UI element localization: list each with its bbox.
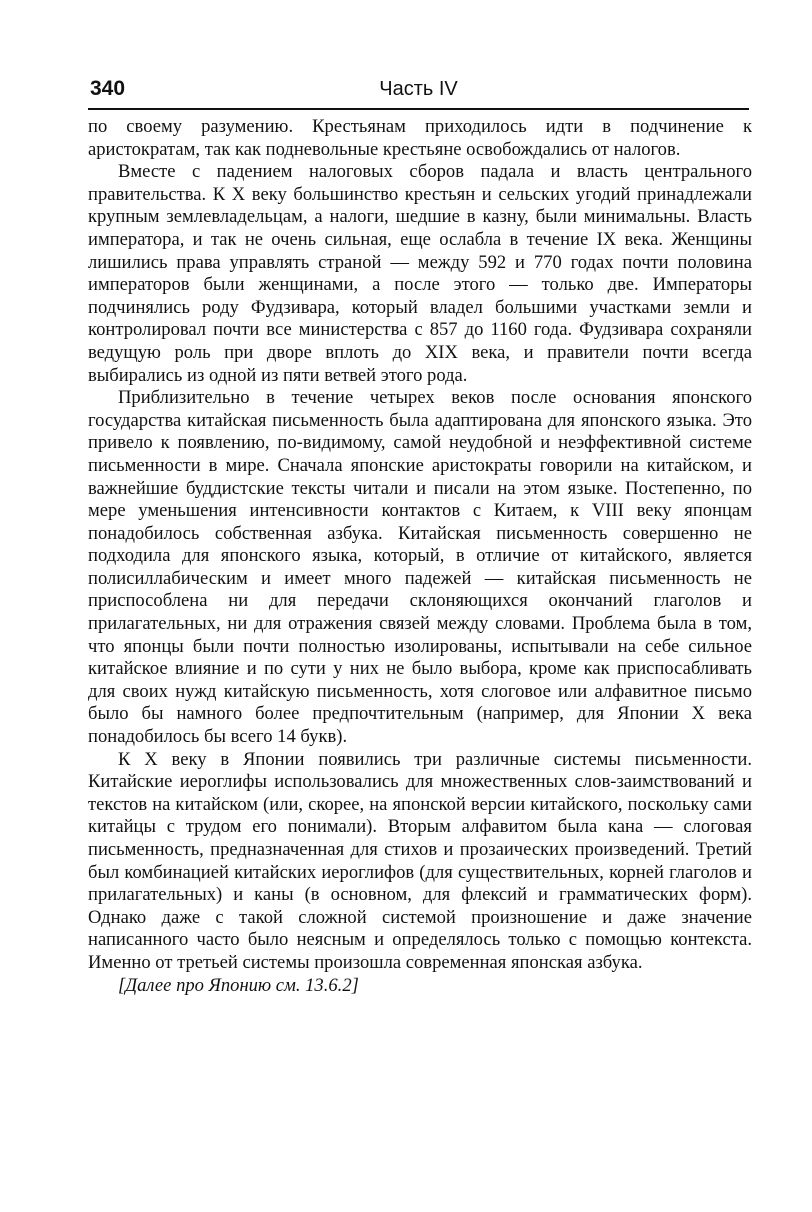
paragraph: Вместе с падением налоговых сборов падала и власть центрального правительства. К X веку большинство крестьян и сельских угодий принадлежали крупным землевладельцам, а налоги, шедшие в казну, были минимальны. Власть императора, и так не очень сильная, еще ослабла в течение IX века. Женщины лишились права управлять страной — между 592 и 770 годах почти половина императоров были женщинами, а после этого — только две. Императоры подчинялись роду Фудзивара, который владел большими участками земли и контролировал почти все министерства с 857 до 1160 года. Фудзивара сохраняли ведущую роль при дворе вплоть до XIX века, и правители почти всегда выбирались из одной из пяти ветвей этого рода.: [88, 161, 752, 386]
paragraph: Приблизительно в течение четырех веков после основания японского государства китайская письменность была адаптирована для японского языка. Это привело к появлению, по-видимому, самой неудобной и неэффективной системе письменности в мире. Сначала японские аристократы говорили на китайском, и важнейшие буддистские тексты читали и писали на этом языке. Постепенно, по мере уменьшения интенсивности контактов с Китаем, к VIII веку японцам понадобилось собственная азбука. Китайская письменность совершенно не подходила для японского языка, который, в отличие от китайского, является полисиллабическим и имеет много падежей — китайская письменность не приспособлена ни для передачи склоняющихся окончаний глаголов и прилагательных, ни для отражения связей между словами. Проблема была в том, что японцы были почти полностью изолированы, испытывали на себе сильное китайское влияние и по сути у них не было выбора, кроме как приспосабливать для своих нужд китайскую письменность, хотя слоговое или алфавитное письмо было бы намного более предпочтительным (например, для Японии X века понадобилось бы всего 14 букв).: [88, 387, 752, 748]
paragraph-continued: по своему разумению. Крестьянам приходилось идти в подчинение к аристократам, так как подневольные крестьяне освобождались от налогов.: [88, 116, 752, 160]
page-number: 340: [90, 77, 126, 100]
cross-reference: [Далее про Японию см. 13.6.2]: [118, 974, 359, 996]
body-text: [88, 116, 752, 997]
paragraph: К X веку в Японии появились три различные системы письменности. Китайские иероглифы использовались для множественных слов-заимствований и текстов на китайском (или, скорее, на японской версии китайского, поскольку сами китайцы с трудом его понимали). Вторым алфавитом была кана — слоговая письменность, предназначенная для стихов и прозаических произведений. Третий был комбинацией китайских иероглифов (для существительных, корней глаголов и прилагательных) и каны (в основном, для флексий и грамматических форм). Однако даже с такой сложной системой произношение и даже значение написанного часто было неясным и определялось только с помощью контекста. Именно от третьей системы произошла современная японская азбука.: [88, 748, 752, 973]
running-head: Часть IV: [379, 78, 458, 100]
page-header: [88, 76, 749, 110]
